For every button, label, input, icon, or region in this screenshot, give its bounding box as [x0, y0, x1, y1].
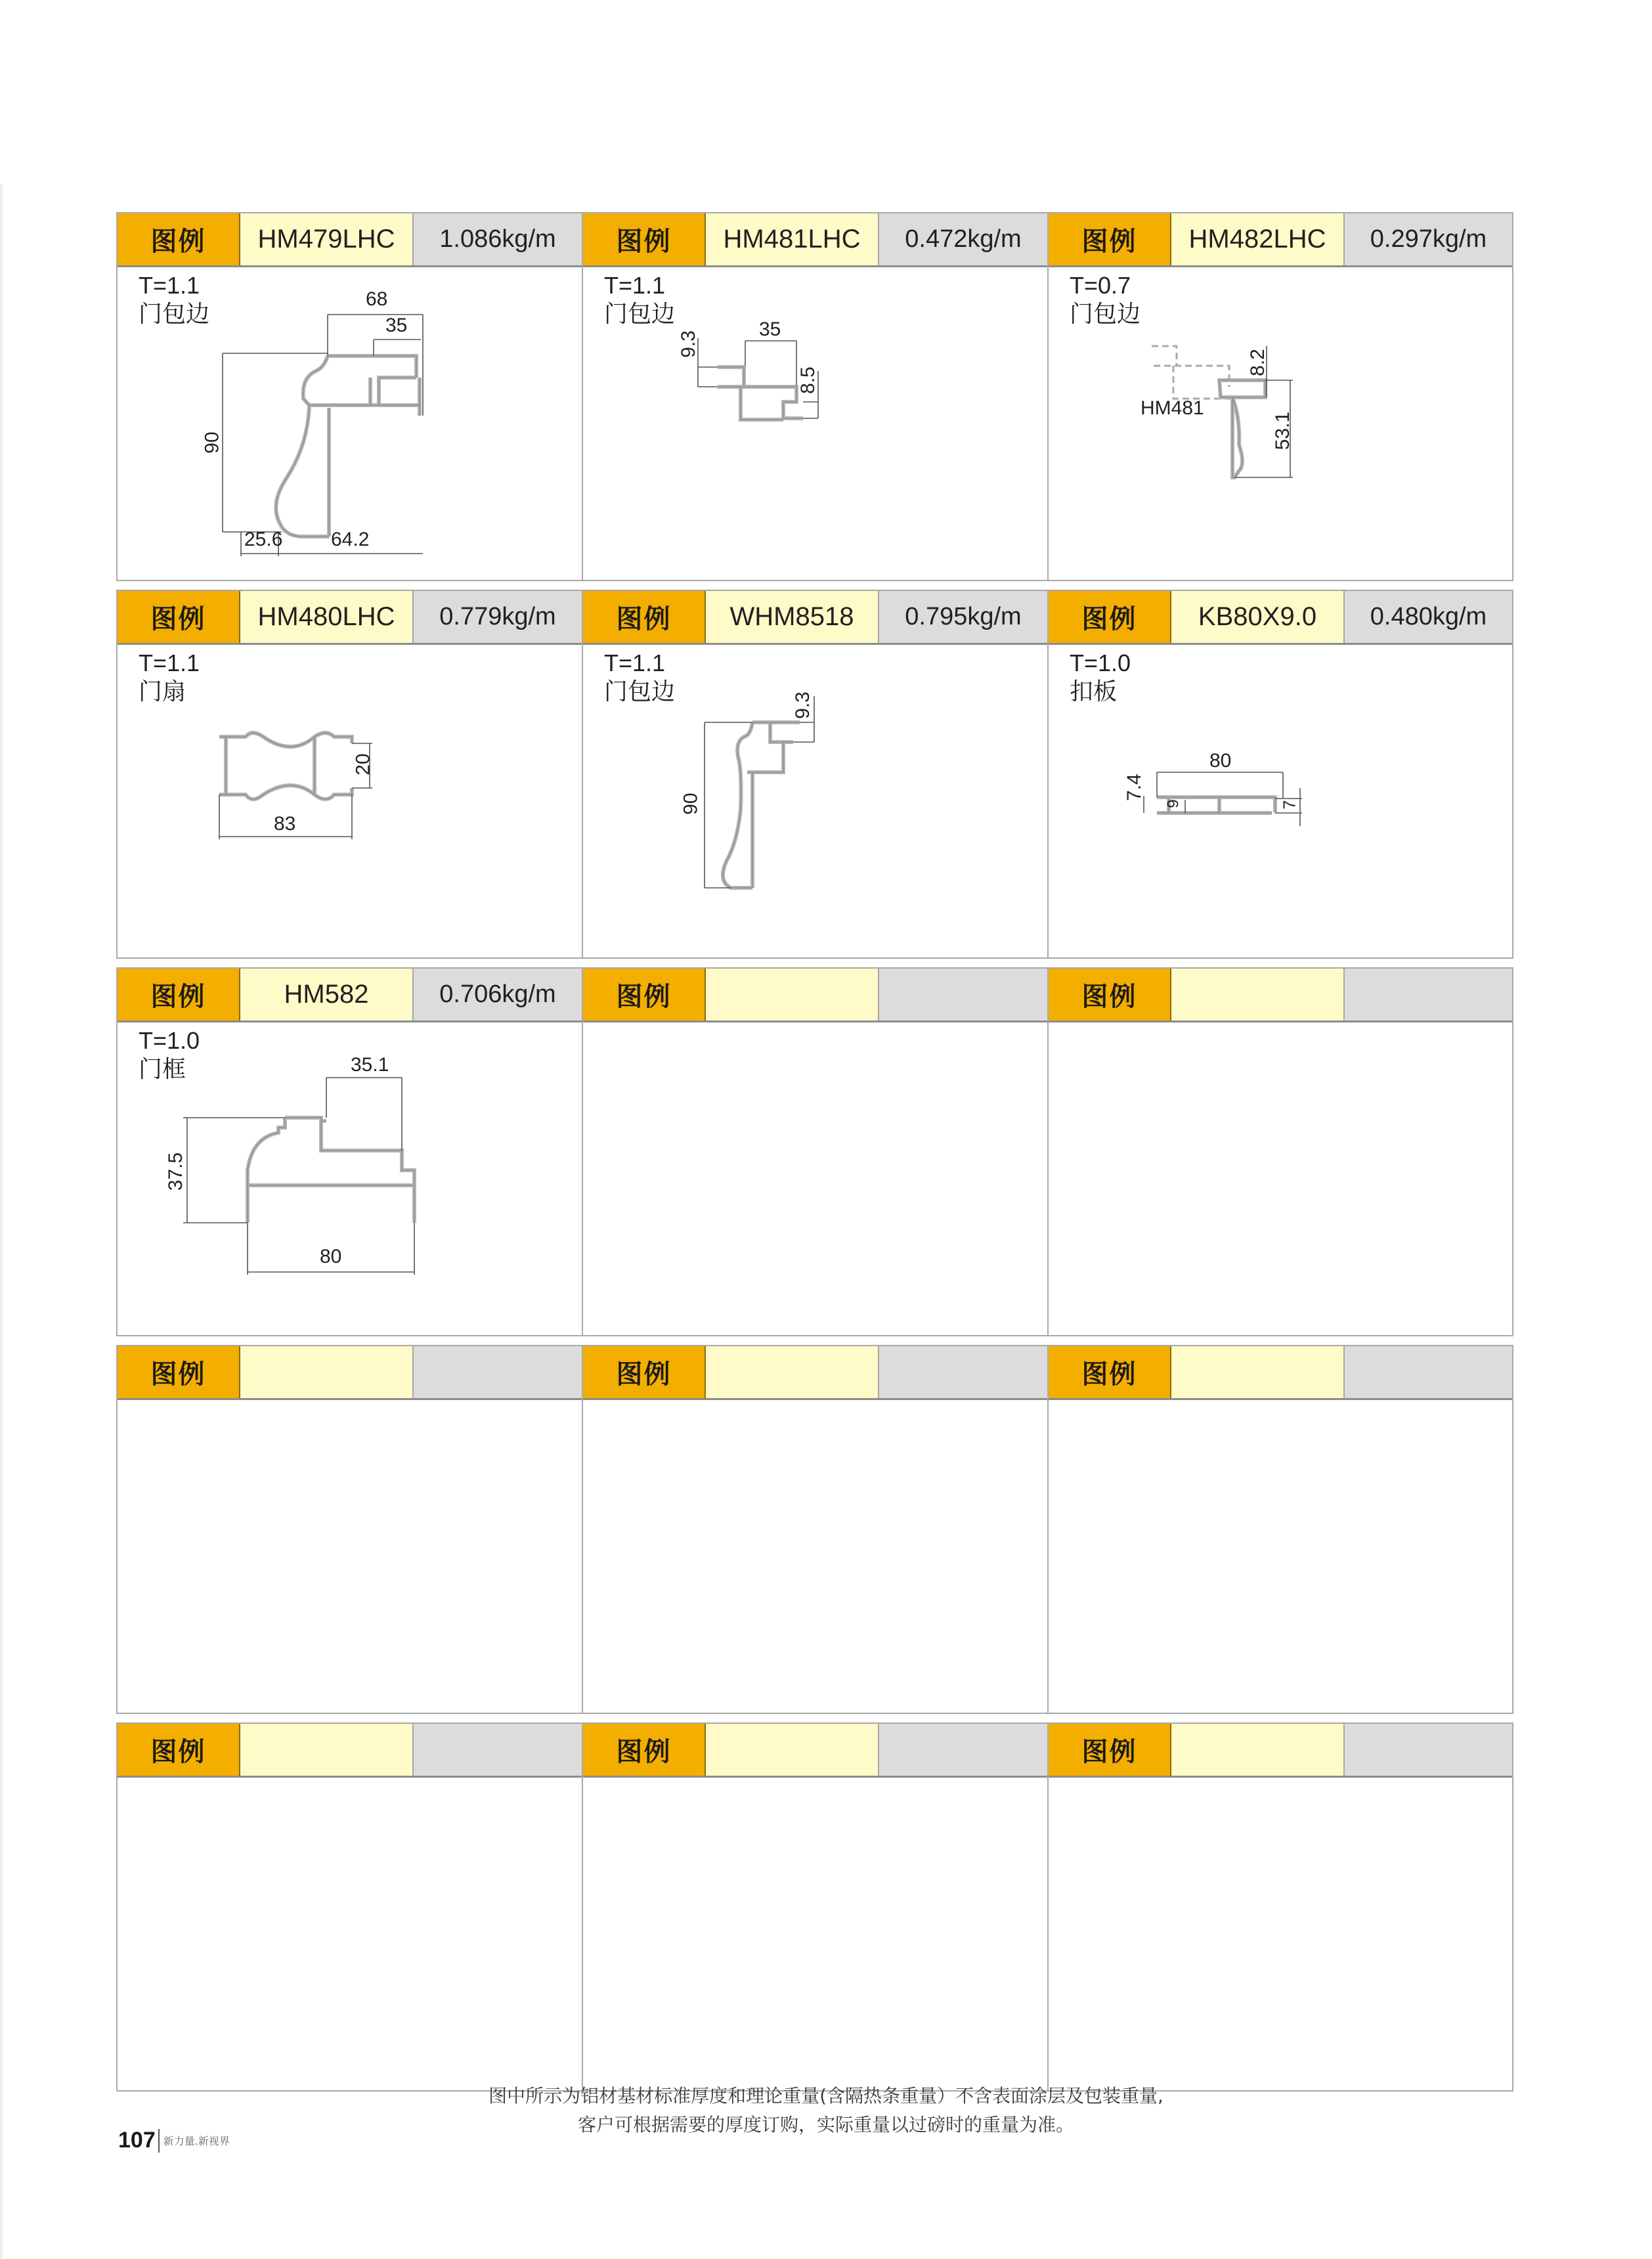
profile-card-empty — [1047, 1722, 1513, 2092]
dim-height: 90 — [201, 431, 223, 454]
profile-header — [118, 1346, 582, 1400]
brand-slogan: 新力量.新视界 — [163, 2135, 230, 2147]
model-code — [240, 1346, 414, 1398]
thickness-label: T=1.1 — [604, 272, 666, 299]
model-code: KB80X9.0 — [1171, 591, 1345, 643]
dim-bottom-right: 64.2 — [331, 529, 370, 550]
catalog-row-5 — [116, 1722, 1513, 2092]
dim-right-height: 8.5 — [796, 366, 819, 394]
profile-name: 门框 — [139, 1056, 186, 1083]
profile-card-empty — [582, 1722, 1047, 2092]
unit-weight: 0.480kg/m — [1345, 591, 1512, 643]
profile-name: 门包边 — [604, 301, 676, 328]
profile-body — [583, 1778, 1047, 2090]
profile-card-empty — [116, 1345, 582, 1714]
profile-drawing — [583, 267, 1046, 580]
footer-note-line-1: 图中所示为铝材基材标准厚度和理论重量(含隔热条重量）不含表面涂层及包装重量, — [489, 2085, 1163, 2107]
profile-header — [583, 1346, 1047, 1400]
legend-label: 图例 — [583, 591, 706, 643]
catalog-row-2 — [116, 590, 1513, 959]
profile-header — [583, 591, 1047, 645]
profile-card-empty — [1047, 967, 1513, 1336]
dim-width: 35 — [759, 318, 781, 340]
dim-bottom-left: 25.6 — [244, 529, 283, 550]
profile-header — [583, 1724, 1047, 1778]
dim-inner-height: 9 — [1164, 799, 1183, 808]
legend-label: 图例 — [1049, 1724, 1171, 1776]
unit-weight — [1345, 1724, 1512, 1776]
profile-card-hm479lhc — [116, 212, 582, 581]
unit-weight: 0.297kg/m — [1345, 213, 1512, 265]
model-code: HM481LHC — [706, 213, 879, 265]
dim-width: 80 — [1209, 750, 1232, 772]
dim-width: 80 — [320, 1246, 342, 1267]
thickness-label: T=1.0 — [139, 1027, 200, 1054]
model-code — [1171, 1346, 1345, 1398]
catalog-row-1 — [116, 212, 1513, 581]
profile-header — [118, 969, 582, 1022]
legend-label: 图例 — [1049, 591, 1171, 643]
legend-label: 图例 — [118, 1346, 240, 1398]
profile-body — [118, 1778, 582, 2090]
thickness-label: T=1.1 — [139, 649, 200, 676]
dim-left-height: 9.3 — [677, 330, 699, 358]
model-code — [240, 1724, 414, 1776]
dim-top-inner: 35 — [385, 315, 408, 336]
unit-weight: 1.086kg/m — [414, 213, 582, 265]
profile-card-hm481lhc — [582, 212, 1047, 581]
profile-name: 扣板 — [1070, 678, 1118, 705]
unit-weight — [879, 1724, 1047, 1776]
thickness-label: T=1.0 — [1070, 649, 1131, 676]
legend-label: 图例 — [118, 969, 240, 1020]
profile-body — [118, 1400, 582, 1713]
legend-label: 图例 — [118, 213, 240, 265]
unit-weight: 0.779kg/m — [414, 591, 582, 643]
profile-body — [1049, 645, 1512, 957]
profile-card-hm482lhc — [1047, 212, 1513, 581]
dim-top-width: 35.1 — [351, 1054, 389, 1076]
profile-card-hm480lhc — [116, 590, 582, 959]
dim-width: 83 — [274, 813, 296, 835]
profile-body — [583, 1022, 1047, 1335]
unit-weight: 0.706kg/m — [414, 969, 582, 1020]
unit-weight — [414, 1724, 582, 1776]
dim-right-height: 7 — [1279, 800, 1299, 810]
profile-body — [1049, 1400, 1512, 1713]
profile-drawing — [583, 645, 1046, 957]
profile-header — [1049, 591, 1512, 645]
legend-label: 图例 — [583, 213, 706, 265]
profile-body — [118, 1022, 582, 1335]
profile-body — [1049, 1778, 1512, 2090]
profile-name: 门包边 — [139, 301, 210, 328]
profile-body — [1049, 267, 1512, 580]
model-code: HM479LHC — [240, 213, 414, 265]
model-code — [1171, 969, 1345, 1020]
profile-body — [583, 267, 1047, 580]
footer-note-line-2: 客户可根据需要的厚度订购，实际重量以过磅时的重量为准。 — [577, 2114, 1074, 2136]
legend-label: 图例 — [1049, 1346, 1171, 1398]
thickness-label: T=1.1 — [604, 649, 666, 676]
unit-weight — [1345, 1346, 1512, 1398]
legend-label: 图例 — [118, 1724, 240, 1776]
profile-card-empty — [582, 1345, 1047, 1714]
unit-weight — [1345, 969, 1512, 1020]
profile-body — [118, 645, 582, 957]
legend-label: 图例 — [1049, 213, 1171, 265]
page-edge — [0, 184, 3, 2259]
legend-label: 图例 — [118, 591, 240, 643]
profile-body — [583, 1400, 1047, 1713]
model-code: HM480LHC — [240, 591, 414, 643]
model-code — [1171, 1724, 1345, 1776]
profile-name: 门包边 — [604, 678, 676, 705]
profile-header — [118, 1724, 582, 1778]
dim-height: 53.1 — [1272, 411, 1294, 450]
thickness-label: T=0.7 — [1070, 272, 1131, 299]
unit-weight — [414, 1346, 582, 1398]
profile-header — [583, 969, 1047, 1022]
unit-weight — [879, 969, 1047, 1020]
catalog-row-4 — [116, 1345, 1513, 1714]
profile-card-empty — [116, 1722, 582, 2092]
profile-body — [583, 645, 1047, 957]
model-code: WHM8518 — [706, 591, 879, 643]
unit-weight: 0.472kg/m — [879, 213, 1047, 265]
dim-height: 37.5 — [165, 1152, 187, 1191]
profile-card-hm582 — [116, 967, 582, 1336]
profile-body — [1049, 1022, 1512, 1335]
page-number: 107 — [118, 2128, 156, 2153]
profile-header — [1049, 1724, 1512, 1778]
profile-card-empty — [1047, 1345, 1513, 1714]
profile-header — [1049, 213, 1512, 267]
profile-header — [1049, 1346, 1512, 1400]
legend-label: 图例 — [1049, 969, 1171, 1020]
model-code — [706, 969, 879, 1020]
profile-header — [583, 213, 1047, 267]
profile-header — [1049, 969, 1512, 1022]
page-footer — [118, 2128, 230, 2153]
profile-header — [118, 591, 582, 645]
legend-label: 图例 — [583, 1724, 706, 1776]
profile-catalog-grid — [116, 212, 1513, 2092]
unit-weight: 0.795kg/m — [879, 591, 1047, 643]
catalog-row-3 — [116, 967, 1513, 1336]
dim-top-width: 68 — [366, 288, 388, 310]
legend-label: 图例 — [583, 969, 706, 1020]
profile-body — [118, 267, 582, 580]
model-code — [706, 1346, 879, 1398]
profile-card-kb80x9 — [1047, 590, 1513, 959]
profile-card-whm8518 — [582, 590, 1047, 959]
thickness-label: T=1.1 — [139, 272, 200, 299]
profile-header — [118, 213, 582, 267]
reference-label: HM481 — [1141, 397, 1204, 419]
dim-height: 90 — [680, 793, 702, 815]
profile-name: 门包边 — [1070, 301, 1141, 328]
profile-card-empty — [582, 967, 1047, 1336]
profile-name: 门扇 — [139, 678, 186, 705]
legend-label: 图例 — [583, 1346, 706, 1398]
dim-slot-height: 20 — [352, 753, 374, 776]
divider — [158, 2129, 160, 2153]
footer-note — [0, 2082, 1652, 2139]
profile-drawing — [118, 645, 580, 957]
dim-top-height: 8.2 — [1246, 349, 1269, 376]
dim-top-height: 9.3 — [791, 691, 814, 719]
model-code — [706, 1724, 879, 1776]
unit-weight — [879, 1346, 1047, 1398]
model-code: HM482LHC — [1171, 213, 1345, 265]
dim-left-height: 7.4 — [1123, 774, 1145, 801]
model-code: HM582 — [240, 969, 414, 1020]
